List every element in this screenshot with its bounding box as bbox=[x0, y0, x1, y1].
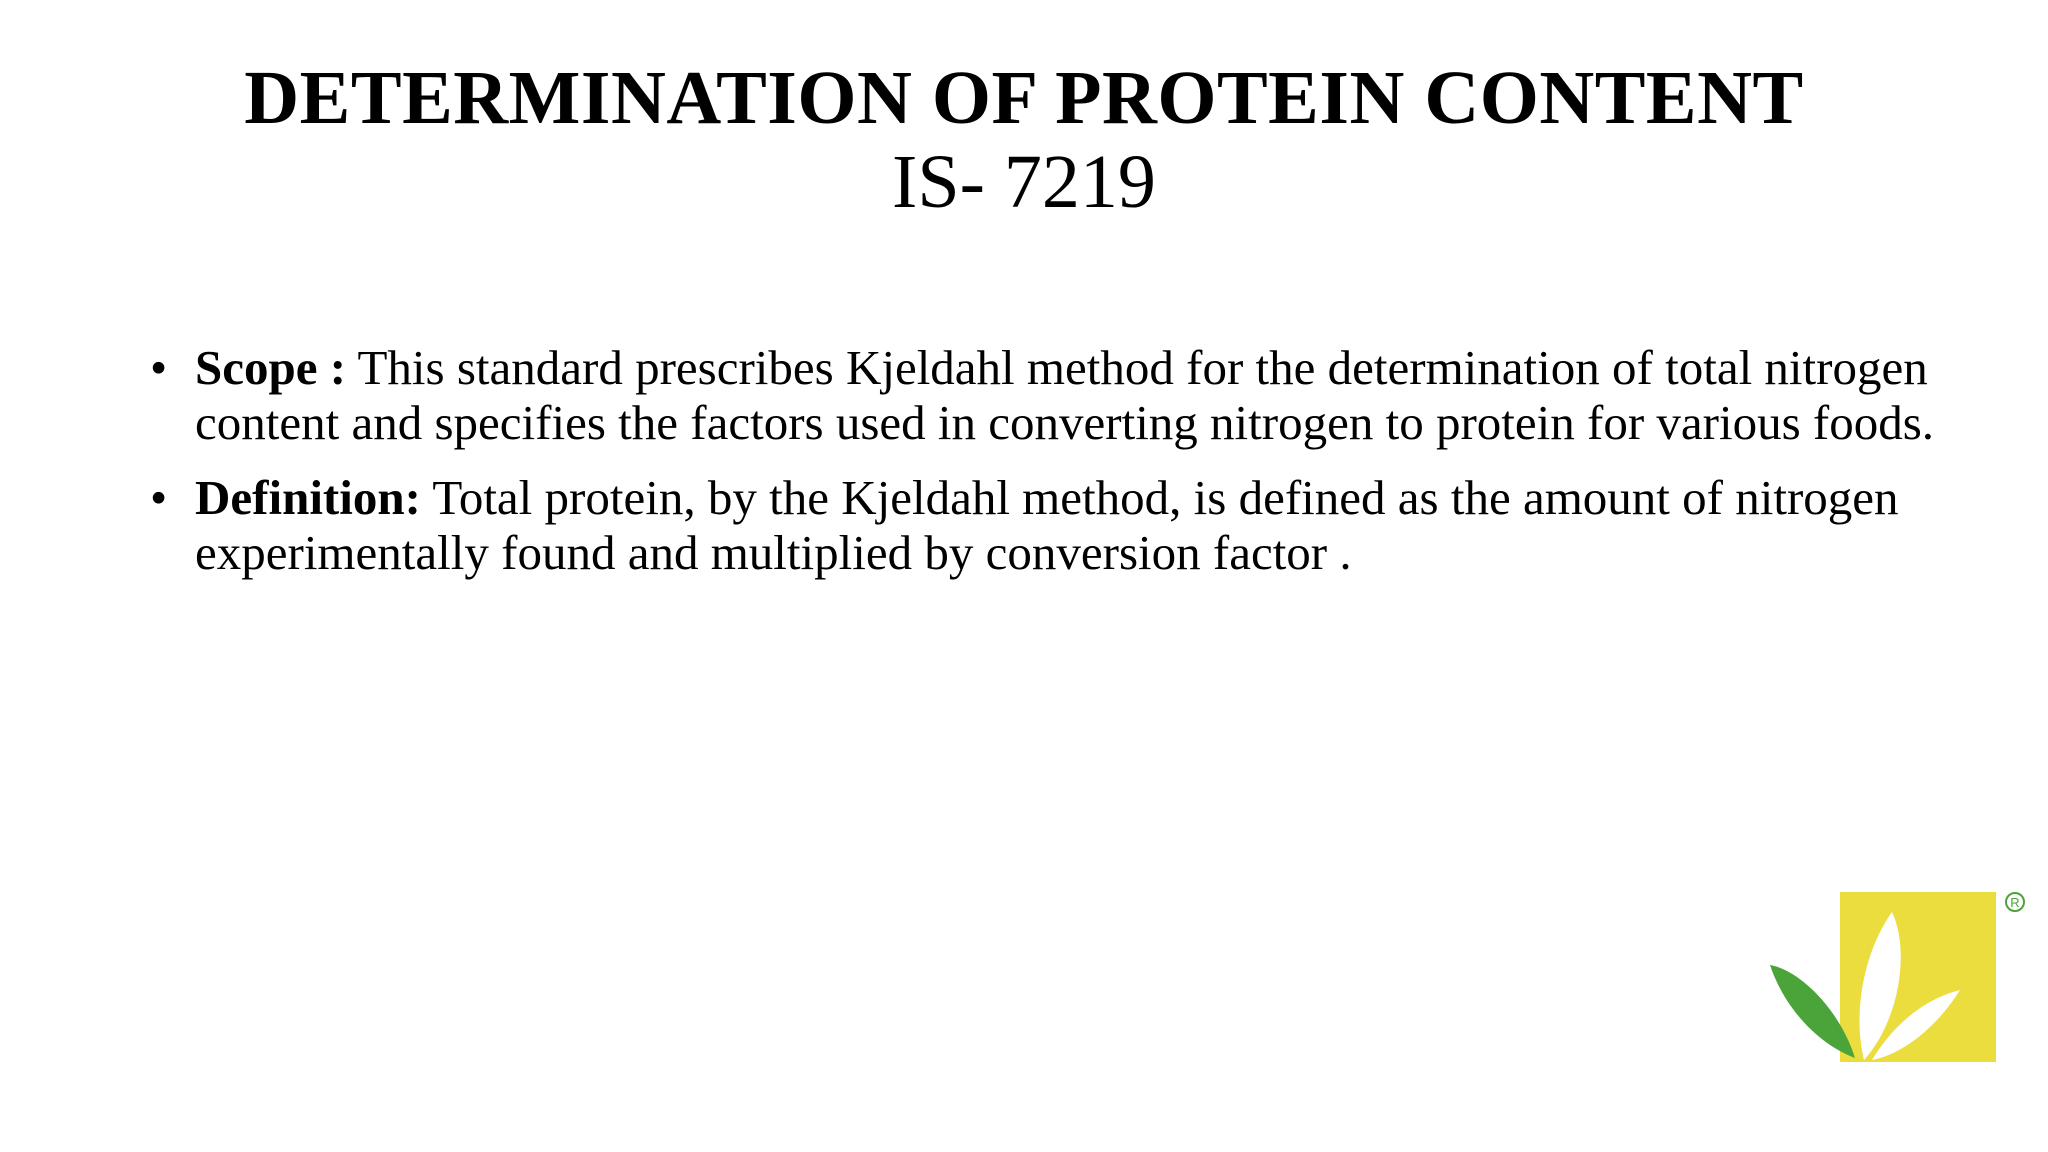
title-block bbox=[0, 56, 2048, 224]
bullet-text-definition: Total protein, by the Kjeldahl method, is defined as the amount of nitrogen experimentally found and multiplied by conversion factor . bbox=[195, 470, 1899, 580]
registered-mark: R bbox=[2010, 895, 2020, 910]
slide-subtitle: IS- 7219 bbox=[892, 140, 1156, 224]
slide-title: DETERMINATION OF PROTEIN CONTENT bbox=[244, 56, 1804, 140]
bullet-list bbox=[150, 340, 1950, 600]
bullet-dot: • bbox=[150, 340, 168, 395]
bullet-item-scope bbox=[150, 340, 1950, 450]
bullet-item-definition bbox=[150, 470, 1950, 580]
bullet-label-definition: Definition: bbox=[195, 470, 421, 525]
leaf-logo-icon bbox=[1760, 880, 2040, 1070]
bullet-label-scope: Scope : bbox=[195, 340, 347, 395]
bullet-text-scope: This standard prescribes Kjeldahl method for the determination of total nitrogen content and specifies the factors used in converting nitrogen to protein for various foods. bbox=[195, 340, 1935, 450]
bullet-dot: • bbox=[150, 470, 168, 525]
